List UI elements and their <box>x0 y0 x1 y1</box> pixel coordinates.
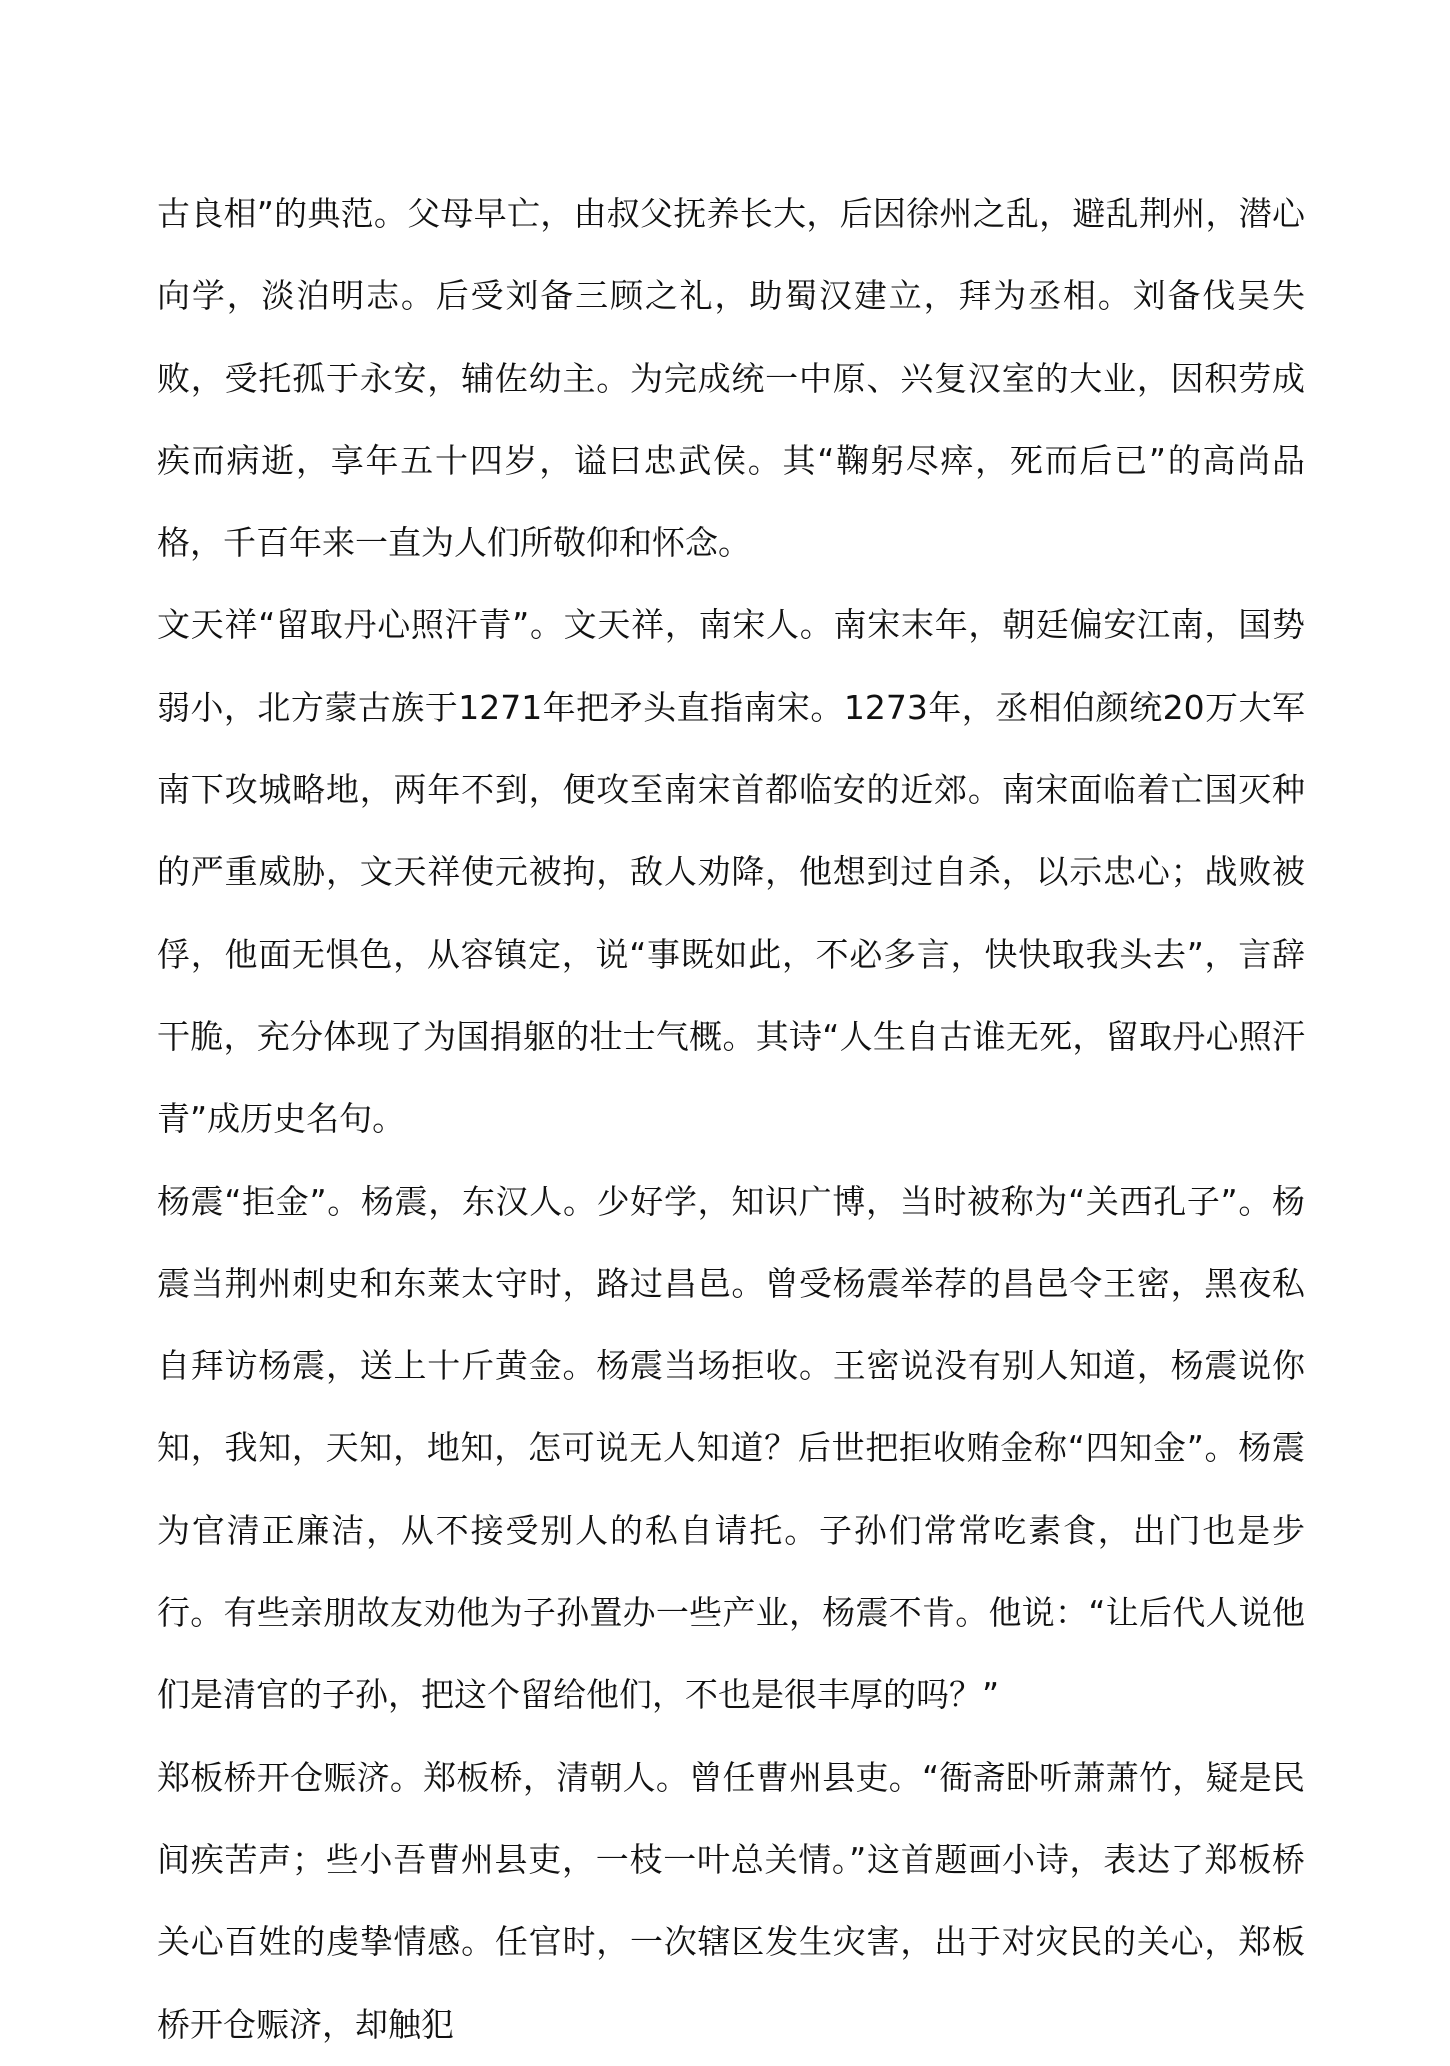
paragraph-yang-zhen: 杨震“拒金”。杨震，东汉人。少好学，知识广博，当时被称为“关西孔子”。杨震当荆州刺史和东莱太守时，路过昌邑。曾受杨震举荐的昌邑令王密，黑夜私自拜访杨震，送上十斤黄金。杨震当场拒收。王密说没有别人知道，杨震说你知，我知，天知，地知，怎可说无人知道？后世把拒收贿金称“四知金”。杨震为官清正廉洁，从不接受别人的私自请托。子孙们常常吃素食，出门也是步行。有些亲朋故友劝他为子孙置办一些产业，杨震不肯。他说：“让后代人说他们是清官的子孙，把这个留给他们，不也是很丰厚的吗？” <box>157 1181 1305 1715</box>
document-body <box>157 173 1305 2066</box>
paragraph-wen-tianxiang: 文天祥“留取丹心照汗青”。文天祥，南宋人。南宋末年，朝廷偏安江南，国势弱小，北方蒙古族于1271年把矛头直指南宋。1273年，丞相伯颜统20万大军南下攻城略地，两年不到，便攻至南宋首都临安的近郊。南宋面临着亡国灭种的严重威胁，文天祥使元被拘，敌人劝降，他想到过自杀，以示忠心；战败被俘，他面无惧色，从容镇定，说“事既如此，不必多言，快快取我头去”，言辞干脆，充分体现了为国捐躯的壮士气概。其诗“人生自古谁无死，留取丹心照汗青”成历史名句。 <box>157 605 1305 1139</box>
paragraph-zheng-banqiao: 郑板桥开仓赈济。郑板桥，清朝人。曾任曹州县吏。“衙斋卧听萧萧竹，疑是民间疾苦声；些小吾曹州县吏，一枝一叶总关情。”这首题画小诗，表达了郑板桥关心百姓的虔挚情感。任官时，一次辖区发生灾害，出于对灾民的关心，郑板桥开仓赈济，却触犯 <box>157 1757 1305 2044</box>
paragraph-zhuge-liang: 古良相”的典范。父母早亡，由叔父抚养长大，后因徐州之乱，避乱荆州，潜心向学，淡泊明志。后受刘备三顾之礼，助蜀汉建立，拜为丞相。刘备伐吴失败，受托孤于永安，辅佐幼主。为完成统一中原、兴复汉室的大业，因积劳成疾而病逝，享年五十四岁，谥曰忠武侯。其“鞠躬尽瘁，死而后已”的高尚品格，千百年来一直为人们所敬仰和怀念。 <box>157 194 1305 563</box>
